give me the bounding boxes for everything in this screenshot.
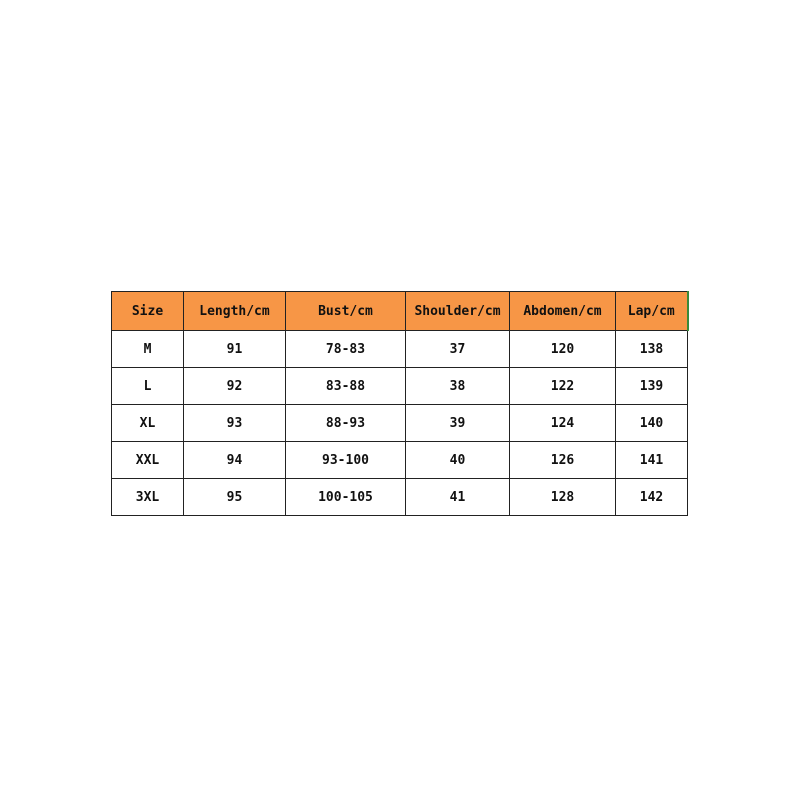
cell-length: 95	[184, 479, 286, 516]
cell-size: L	[112, 368, 184, 405]
header-row	[112, 292, 688, 331]
cell-length: 92	[184, 368, 286, 405]
cell-abdomen: 124	[510, 405, 616, 442]
cell-shoulder: 40	[406, 442, 510, 479]
cell-bust: 78-83	[286, 331, 406, 368]
header-cell-size: Size	[112, 292, 184, 331]
header-cell-abdomen: Abdomen/cm	[510, 292, 616, 331]
table-row	[112, 442, 688, 479]
cell-bust: 83-88	[286, 368, 406, 405]
cell-bust: 88-93	[286, 405, 406, 442]
header-cell-lap: Lap/cm	[616, 292, 688, 331]
table-row	[112, 368, 688, 405]
cell-abdomen: 120	[510, 331, 616, 368]
cell-shoulder: 39	[406, 405, 510, 442]
cell-bust: 93-100	[286, 442, 406, 479]
table-row	[112, 331, 688, 368]
cell-length: 93	[184, 405, 286, 442]
table-row	[112, 405, 688, 442]
table-row	[112, 479, 688, 516]
header-cell-length: Length/cm	[184, 292, 286, 331]
cell-lap: 141	[616, 442, 688, 479]
cell-bust: 100-105	[286, 479, 406, 516]
header-cell-shoulder: Shoulder/cm	[406, 292, 510, 331]
cell-lap: 139	[616, 368, 688, 405]
cell-size: XXL	[112, 442, 184, 479]
cell-length: 94	[184, 442, 286, 479]
header-cell-bust: Bust/cm	[286, 292, 406, 331]
cell-abdomen: 122	[510, 368, 616, 405]
cell-shoulder: 38	[406, 368, 510, 405]
cell-size: M	[112, 331, 184, 368]
size-chart-table	[111, 291, 689, 516]
cell-size: XL	[112, 405, 184, 442]
cell-shoulder: 37	[406, 331, 510, 368]
cell-abdomen: 128	[510, 479, 616, 516]
cell-size: 3XL	[112, 479, 184, 516]
cell-lap: 138	[616, 331, 688, 368]
cell-abdomen: 126	[510, 442, 616, 479]
cell-length: 91	[184, 331, 286, 368]
cell-shoulder: 41	[406, 479, 510, 516]
cell-lap: 140	[616, 405, 688, 442]
cell-lap: 142	[616, 479, 688, 516]
